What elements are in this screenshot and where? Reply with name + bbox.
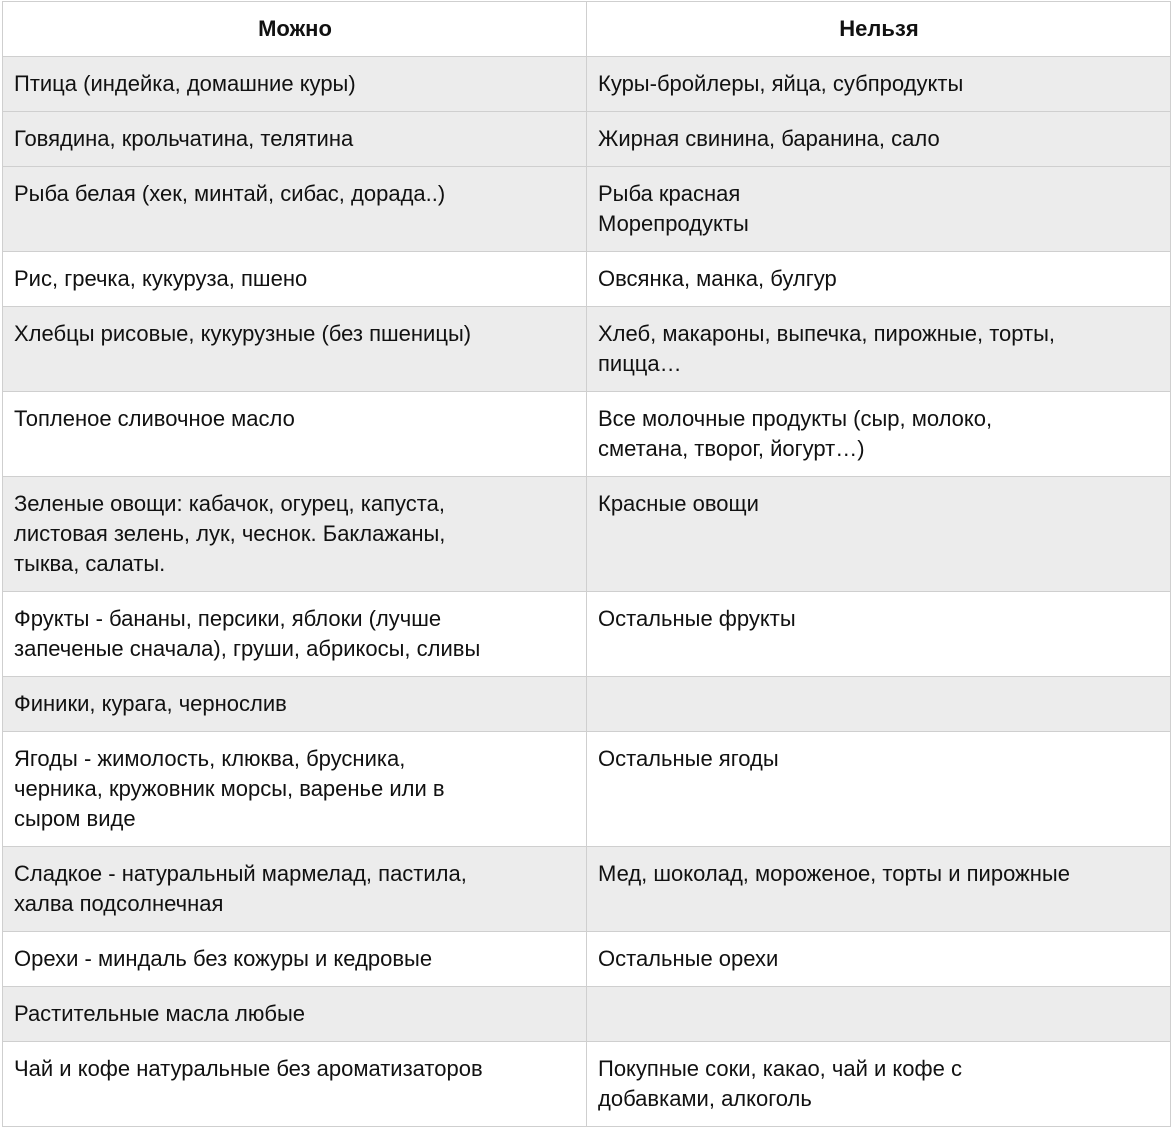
can-text: Зеленые овощи: кабачок, огурец, капуста, листовая зелень, лук, чеснок. Баклажаны, тыква, салаты.	[14, 491, 446, 576]
cannot-text: Рыба красная Морепродукты	[598, 181, 749, 236]
cannot-text: Хлеб, макароны, выпечка, пирожные, торты, пицца…	[598, 321, 1056, 376]
cannot-cell	[587, 57, 1171, 112]
table-row	[3, 57, 1171, 112]
cannot-cell	[587, 392, 1171, 477]
table-row	[3, 112, 1171, 167]
can-cell	[3, 57, 587, 112]
can-text: Орехи - миндаль без кожуры и кедровые	[14, 946, 433, 971]
cannot-text: Остальные ягоды	[598, 746, 779, 771]
can-text: Фрукты - бананы, персики, яблоки (лучше запеченые сначала), груши, абрикосы, сливы	[14, 606, 481, 661]
can-text: Ягоды - жимолость, клюква, брусника, черника, кружовник морсы, варенье или в сыром виде	[14, 746, 445, 831]
can-cell	[3, 677, 587, 732]
cannot-text: Овсянка, манка, булгур	[598, 266, 837, 291]
table-row	[3, 677, 1171, 732]
cannot-cell	[587, 1042, 1171, 1127]
can-text: Рыба белая (хек, минтай, сибас, дорада..)	[14, 181, 446, 206]
cannot-cell	[587, 252, 1171, 307]
can-cell	[3, 847, 587, 932]
can-text: Сладкое - натуральный мармелад, пастила, халва подсолнечная	[14, 861, 467, 916]
can-text: Рис, гречка, кукуруза, пшено	[14, 266, 308, 291]
table-row	[3, 987, 1171, 1042]
cannot-cell	[587, 987, 1171, 1042]
table-row	[3, 477, 1171, 592]
cannot-cell	[587, 592, 1171, 677]
can-cell	[3, 1042, 587, 1127]
can-cell	[3, 252, 587, 307]
cannot-cell	[587, 112, 1171, 167]
can-text: Растительные масла любые	[14, 1001, 306, 1026]
table-row	[3, 252, 1171, 307]
cannot-text: Мед, шоколад, мороженое, торты и пирожные	[598, 861, 1070, 886]
can-text: Птица (индейка, домашние куры)	[14, 71, 356, 96]
header-can: Можно	[3, 2, 587, 57]
table-row	[3, 732, 1171, 847]
can-cell	[3, 167, 587, 252]
cannot-text: Остальные орехи	[598, 946, 779, 971]
cannot-text: Остальные фрукты	[598, 606, 796, 631]
cannot-cell	[587, 847, 1171, 932]
can-cell	[3, 477, 587, 592]
can-text: Топленое сливочное масло	[14, 406, 295, 431]
cannot-text: Красные овощи	[598, 491, 759, 516]
table-row	[3, 1042, 1171, 1127]
can-cell	[3, 932, 587, 987]
can-text: Финики, курага, чернослив	[14, 691, 287, 716]
table-row	[3, 392, 1171, 477]
can-text: Чай и кофе натуральные без ароматизаторов	[14, 1056, 483, 1081]
can-cell	[3, 592, 587, 677]
cannot-cell	[587, 477, 1171, 592]
cannot-cell	[587, 732, 1171, 847]
cannot-text: Жирная свинина, баранина, сало	[598, 126, 940, 151]
food-table	[2, 1, 1171, 1127]
table-row	[3, 307, 1171, 392]
can-cell	[3, 732, 587, 847]
header-cannot: Нельзя	[587, 2, 1171, 57]
cannot-text: Покупные соки, какао, чай и кофе с добавками, алкоголь	[598, 1056, 962, 1111]
can-text: Хлебцы рисовые, кукурузные (без пшеницы)	[14, 321, 472, 346]
cannot-cell	[587, 932, 1171, 987]
cannot-text: Все молочные продукты (сыр, молоко, сметана, творог, йогурт…)	[598, 406, 993, 461]
cannot-cell	[587, 307, 1171, 392]
table-row	[3, 167, 1171, 252]
cannot-cell	[587, 167, 1171, 252]
header-row	[3, 2, 1171, 57]
cannot-cell	[587, 677, 1171, 732]
cannot-text: Куры-бройлеры, яйца, субпродукты	[598, 71, 964, 96]
table-row	[3, 592, 1171, 677]
table-row	[3, 847, 1171, 932]
table-row	[3, 932, 1171, 987]
can-cell	[3, 112, 587, 167]
can-cell	[3, 307, 587, 392]
can-cell	[3, 987, 587, 1042]
can-text: Говядина, крольчатина, телятина	[14, 126, 354, 151]
can-cell	[3, 392, 587, 477]
